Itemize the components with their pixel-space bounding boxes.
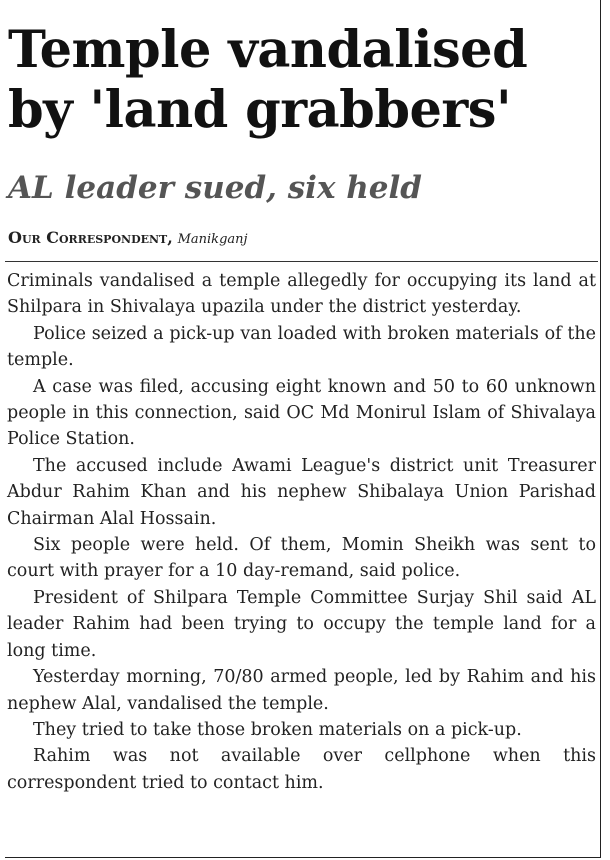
article-body	[7, 268, 596, 796]
paragraph: Six people were held. Of them, Momin Sheikh was sent to court with prayer for a 10 day-remand, said police.	[7, 535, 596, 582]
paragraph: President of Shilpara Temple Committee Surjay Shil said AL leader Rahim had been trying to occupy the temple land for a long time.	[7, 587, 596, 661]
paragraph: Rahim was not available over cellphone when this correspondent tried to contact him.	[7, 746, 596, 793]
byline-author: Our Correspondent,	[8, 228, 173, 247]
byline-divider	[5, 261, 598, 262]
paragraph: Yesterday morning, 70/80 armed people, led by Rahim and his nephew Alal, vandalised the temple.	[7, 667, 596, 714]
paragraph: Criminals vandalised a temple allegedly for occupying its land at Shilpara in Shivalaya upazila under the district yesterday.	[7, 271, 596, 318]
headline: Temple vandalised by 'land grabbers'	[8, 20, 528, 140]
paragraph: A case was filed, accusing eight known and 50 to 60 unknown people in this connection, said OC Md Monirul Islam of Shivalaya Police Station.	[7, 376, 596, 450]
subheadline: AL leader sued, six held	[8, 170, 422, 206]
paragraph: Police seized a pick-up van loaded with broken materials of the temple.	[7, 323, 596, 371]
byline	[8, 228, 598, 250]
byline-location: Manikganj	[177, 232, 248, 247]
paragraph: The accused include Awami League's district unit Treasurer Abdur Rahim Khan and his nephew Shibalaya Union Parishad Chairman Alal Hossain.	[7, 455, 596, 529]
paragraph: They tried to take those broken materials on a pick-up.	[33, 719, 522, 740]
